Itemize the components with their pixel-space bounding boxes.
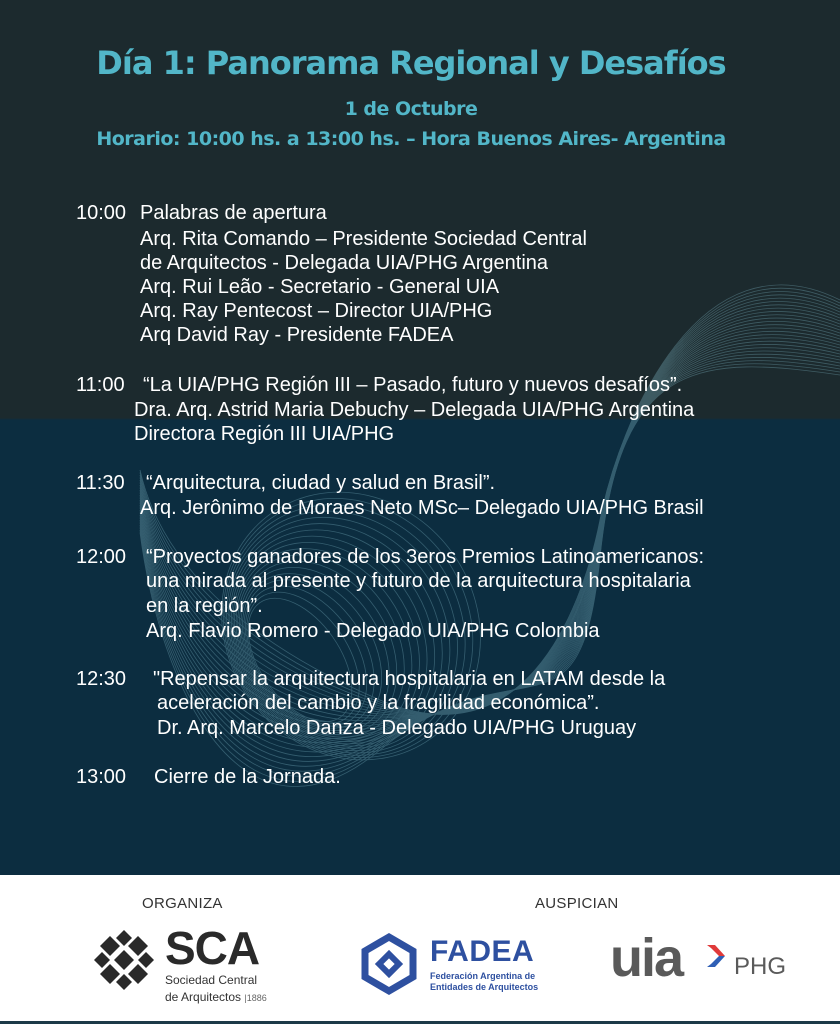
page-title: Día 1: Panorama Regional y Desafíos <box>96 44 726 82</box>
agenda-speaker: Arq. Jerônimo de Moraes Neto MSc– Delegado UIA/PHG Brasil <box>140 497 704 519</box>
fadea-logo-line2: Entidades de Arquitectos <box>430 982 539 992</box>
agenda-speaker: Arq. Ray Pentecost – Director UIA/PHG <box>140 300 493 322</box>
fadea-logo-line1: Federación Argentina de <box>430 971 536 981</box>
agenda-speaker: Arq David Ray - Presidente FADEA <box>140 324 454 346</box>
agenda-time: 12:00 <box>76 546 127 568</box>
agenda-title: en la región”. <box>146 595 263 617</box>
sca-logo-line2: de Arquitectos |1886 <box>165 990 267 1004</box>
auspician-label: AUSPICIAN <box>535 895 619 912</box>
agenda-title: "Repensar la arquitectura hospitalaria en LATAM desde la <box>153 668 666 690</box>
agenda-title: Palabras de apertura <box>140 202 327 224</box>
uia-logo-suffix: PHG <box>734 953 787 980</box>
agenda-title: aceleración del cambio y la fragilidad económica”. <box>157 692 600 714</box>
agenda-title: “La UIA/PHG Región III – Pasado, futuro y nuevos desafíos”. <box>143 374 683 396</box>
sca-logo-icon <box>92 928 156 992</box>
fadea-logo-icon <box>357 932 421 996</box>
event-schedule: Horario: 10:00 hs. a 13:00 hs. – Hora Buenos Aires- Argentina <box>96 128 726 150</box>
agenda-speaker: Arq. Rui Leão - Secretario - General UIA <box>140 276 500 298</box>
agenda-title: Cierre de la Jornada. <box>154 766 341 788</box>
agenda-speaker: Dr. Arq. Marcelo Danza - Delegado UIA/PHG Uruguay <box>157 717 637 739</box>
agenda-speaker: Dra. Arq. Astrid Maria Debuchy – Delegada UIA/PHG Argentina <box>134 399 695 421</box>
sca-logo-line1: Sociedad Central <box>165 973 258 987</box>
agenda-time: 12:30 <box>76 668 127 690</box>
fadea-logo-name: FADEA <box>430 935 535 968</box>
uia-chevron-icon <box>705 943 727 969</box>
agenda-title: “Arquitectura, ciudad y salud en Brasil”. <box>146 472 496 494</box>
agenda-time: 10:00 <box>76 202 127 224</box>
agenda-speaker: de Arquitectos - Delegada UIA/PHG Argentina <box>140 252 549 274</box>
agenda-time: 11:00 <box>76 374 125 396</box>
organiza-label: ORGANIZA <box>142 895 223 912</box>
agenda-time: 13:00 <box>76 766 127 788</box>
agenda-speaker: Arq. Flavio Romero - Delegado UIA/PHG Colombia <box>146 620 600 642</box>
agenda-speaker: Arq. Rita Comando – Presidente Sociedad Central <box>140 228 587 250</box>
agenda-title: “Proyectos ganadores de los 3eros Premios Latinoamericanos: <box>146 546 705 568</box>
uia-logo-name: uia <box>610 928 683 988</box>
agenda-title: una mirada al presente y futuro de la arquitectura hospitalaria <box>146 570 691 592</box>
sca-logo-name: SCA <box>165 922 260 974</box>
agenda-time: 11:30 <box>76 472 125 494</box>
sponsors-footer <box>0 875 840 1024</box>
agenda-speaker: Directora Región III UIA/PHG <box>134 423 395 445</box>
event-date: 1 de Octubre <box>344 98 478 120</box>
